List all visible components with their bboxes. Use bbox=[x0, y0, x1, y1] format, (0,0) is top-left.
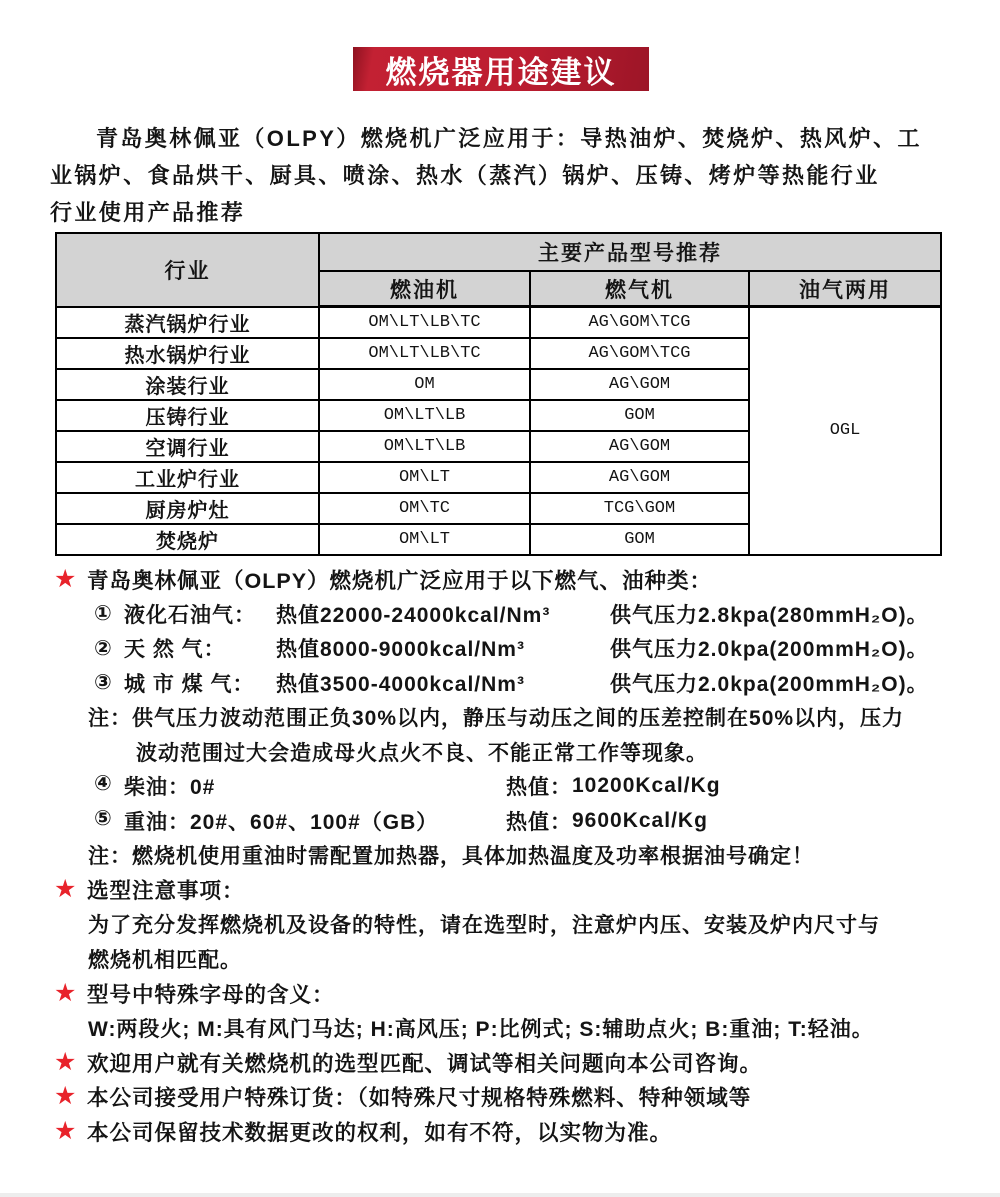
oil-model-cell: OM\LT\LB\TC bbox=[319, 338, 530, 369]
recommendation-table bbox=[55, 232, 942, 556]
intro-line-3: 行业使用产品推荐 bbox=[50, 200, 246, 225]
custom-order-note: ★ 本公司接受用户特殊订货：（如特殊尺寸规格特殊燃料、特种领域等 bbox=[50, 1080, 965, 1115]
table-row bbox=[56, 307, 941, 338]
oil-model-cell: OM\LT\LB bbox=[319, 431, 530, 462]
gas-model-cell: AG\GOM bbox=[530, 462, 749, 493]
gas-item-lpg: ① 液化石油气： 热值22000-24000kcal/Nm³ 供气压力2.8kpa(280mmH₂O)。 bbox=[94, 602, 929, 627]
star-icon: ★ bbox=[54, 978, 78, 1007]
intro-paragraph bbox=[50, 120, 955, 231]
oil-model-cell: OM bbox=[319, 369, 530, 400]
oil-model-cell: OM\LT\LB bbox=[319, 400, 530, 431]
industry-cell: 焚烧炉 bbox=[56, 524, 319, 555]
header-oil-burner: 燃油机 bbox=[319, 271, 530, 307]
star-icon: ★ bbox=[54, 1082, 78, 1111]
gas-model-cell: TCG\GOM bbox=[530, 493, 749, 524]
gas-pressure-note-line1: 注：供气压力波动范围正负30%以内，静压与动压之间的压差控制在50%以内，压力 bbox=[88, 707, 905, 731]
circled-number: ② bbox=[94, 636, 113, 660]
letters-body: W:两段火; M:具有风门马达; H:高风压; P:比例式; S:辅助点火; B:重油; T:轻油。 bbox=[88, 1017, 874, 1041]
gas-model-cell: AG\GOM\TCG bbox=[530, 307, 749, 338]
consult-note: ★ 欢迎用户就有关燃烧机的选型匹配、调试等相关问题向本公司咨询。 bbox=[50, 1045, 965, 1080]
star-icon: ★ bbox=[54, 1116, 78, 1145]
page-bottom-divider bbox=[0, 1193, 1000, 1197]
letters-heading: ★ 型号中特殊字母的含义： bbox=[50, 976, 965, 1011]
circled-number: ④ bbox=[94, 772, 113, 796]
disclaimer-note: ★ 本公司保留技术数据更改的权利，如有不符，以实物为准。 bbox=[50, 1114, 965, 1149]
oil-model-cell: OM\LT bbox=[319, 524, 530, 555]
intro-line-1: 青岛奥林佩亚（OLPY）燃烧机广泛应用于：导热油炉、焚烧炉、热风炉、工 bbox=[96, 126, 922, 151]
oil-model-cell: OM\LT\LB\TC bbox=[319, 307, 530, 338]
industry-cell: 涂装行业 bbox=[56, 369, 319, 400]
gas-model-cell: AG\GOM bbox=[530, 431, 749, 462]
intro-line-2: 业锅炉、食品烘干、厨具、喷涂、热水（蒸汽）锅炉、压铸、烤炉等热能行业 bbox=[50, 163, 880, 188]
gas-item-city-coal: ③ 城 市 煤 气： 热值3500-4000kcal/Nm³ 供气压力2.0kpa(200mmH₂O)。 bbox=[94, 671, 929, 696]
fuel-types-heading: ★ 青岛奥林佩亚（OLPY）燃烧机广泛应用于以下燃气、油种类： bbox=[50, 562, 965, 597]
industry-cell: 压铸行业 bbox=[56, 400, 319, 431]
oil-model-cell: OM\LT bbox=[319, 462, 530, 493]
notes-sections bbox=[50, 562, 965, 1149]
industry-cell: 蒸汽锅炉行业 bbox=[56, 307, 319, 338]
gas-model-cell: AG\GOM bbox=[530, 369, 749, 400]
dual-model-cell: OGL bbox=[749, 307, 941, 555]
star-icon: ★ bbox=[54, 564, 78, 593]
circled-number: ③ bbox=[94, 671, 113, 695]
heavy-oil-note: 注：燃烧机使用重油时需配置加热器，具体加热温度及功率根据油号确定！ bbox=[88, 845, 814, 869]
gas-model-cell: GOM bbox=[530, 524, 749, 555]
industry-cell: 厨房炉灶 bbox=[56, 493, 319, 524]
star-icon: ★ bbox=[54, 1047, 78, 1076]
gas-item-natural: ② 天 然 气： 热值8000-9000kcal/Nm³ 供气压力2.0kpa(200mmH₂O)。 bbox=[94, 636, 929, 662]
oil-model-cell: OM\TC bbox=[319, 493, 530, 524]
header-product-group: 主要产品型号推荐 bbox=[319, 233, 941, 271]
gas-model-cell: AG\GOM\TCG bbox=[530, 338, 749, 369]
oil-item-diesel: ④ 柴油：0# 热值： 10200Kcal/Kg bbox=[94, 772, 721, 800]
page-title: 燃烧器用途建议 bbox=[385, 54, 617, 90]
gas-pressure-note-line2: 波动范围过大会造成母火点火不良、不能正常工作等现象。 bbox=[136, 741, 708, 765]
circled-number: ① bbox=[94, 602, 113, 626]
industry-cell: 空调行业 bbox=[56, 431, 319, 462]
selection-body-line2: 燃烧机相匹配。 bbox=[88, 948, 242, 972]
star-icon: ★ bbox=[54, 875, 78, 904]
header-industry: 行业 bbox=[56, 233, 319, 307]
industry-cell: 热水锅炉行业 bbox=[56, 338, 319, 369]
header-dual-burner: 油气两用 bbox=[749, 271, 941, 307]
selection-heading: ★ 选型注意事项： bbox=[50, 873, 965, 908]
title-banner bbox=[353, 47, 649, 91]
oil-item-heavy: ⑤ 重油：20#、60#、100#（GB） 热值： 9600Kcal/Kg bbox=[94, 806, 708, 834]
industry-cell: 工业炉行业 bbox=[56, 462, 319, 493]
selection-body-line1: 为了充分发挥燃烧机及设备的特性，请在选型时，注意炉内压、安装及炉内尺寸与 bbox=[88, 914, 880, 938]
gas-model-cell: GOM bbox=[530, 400, 749, 431]
circled-number: ⑤ bbox=[94, 806, 113, 830]
header-gas-burner: 燃气机 bbox=[530, 271, 749, 307]
